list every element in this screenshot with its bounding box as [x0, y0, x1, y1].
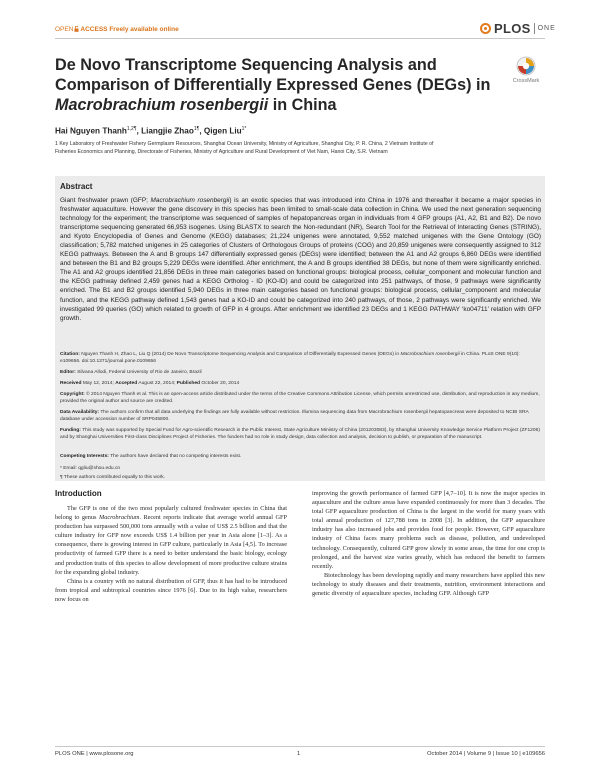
journal-logo	[480, 21, 556, 36]
copyright-label: Copyright:	[60, 392, 85, 397]
editor	[60, 369, 541, 376]
title-line-3-rest: in China	[268, 96, 337, 114]
intro-paragraph-3: Biotechnology has been developing rapidly and many researchers have applied this new technology to study diseases and their treatments, nutrition, environment interactions and genetic diversity of aquaculture species, including GFP. Although GFP	[312, 571, 545, 598]
citation	[60, 351, 541, 365]
intro-paragraph-continued: improving the growth performance of farmed GFP [4,7–10]. It is now the major species in aquaculture and the culture areas have expanded continuously for more than 3 decades. The total GFP aquaculture production of China is the largest in the world for many years with total annual production of 127,788 tons in 2008 [3]. In addition, the GFP aquaculture industry has also increased jobs and provides food for people. However, GFP aquaculture industry of China faces many problems such as disease, pollution, and undeveloped technology. Consequently, cultured GFP grow slowly in some areas, the time for one crop is prolonged, and the harvest size varies greatly, which has reduced the benefit to farmers recently.	[312, 490, 545, 570]
data-availability-text: The authors confirm that all data underlying the findings are fully available without restriction. Illumina sequencing data from Macrobrachium rosenbergii hepatopancreas were deposited to NCBI SRA database under accession number of SRP045800.	[60, 410, 529, 423]
published-date: October 20, 2014	[200, 381, 240, 386]
page-number: 1	[297, 751, 301, 757]
dates	[60, 380, 541, 387]
author-list: Hai Nguyen Thanh$^{1,2\P}$, Liangjie Zhao$^{1\P}$, Qigen Liu$^{1*}$	[55, 126, 247, 136]
funding-text: This study was supported by Special Fund for Agro-scientific Research in the Public Interest, State Agriculture Ministry of China (201203083), by Shanghai University Knowledge Service Platform Project (ZF1206) and by Shanghai Universities First-class Disciplines Project of Fisheries. The funders had no role in study design, data collection and analysis, decision to publish, or preparation of the manuscript.	[60, 428, 540, 441]
crossmark-icon	[516, 56, 536, 76]
published-label: Published	[176, 381, 201, 386]
citation-species: Macrobrachium rosenbergii	[400, 352, 460, 357]
access-label: ACCESS	[80, 26, 108, 33]
received-label: Received	[60, 381, 82, 386]
plos-logo-icon	[480, 23, 491, 34]
funding-label: Funding:	[60, 428, 81, 433]
funding	[60, 427, 541, 441]
competing-interests-label: Competing Interests:	[60, 454, 109, 459]
abstract-heading: Abstract	[60, 182, 93, 191]
abstract-intro: Giant freshwater prawn (GFP;	[60, 197, 151, 204]
unlock-icon	[74, 26, 79, 32]
competing-interests-text: The authors have declared that no competing interests exist.	[108, 454, 242, 459]
header-rule	[55, 38, 545, 39]
intro-p1-rest: . Recent reports indicate that average world annual GFP production has surpassed 500,000 tons annually with a value of US$ 2.5 billion and that the culture industry for GFP now exceeds US$ 1.4 billion per year in Asia alone [1–3]. As a consequence, there is growing interest in GFP culture, particularly in Asia [4,5]. To increase productivity of farmed GFP there is a need to better understand the basic biology, ecology and production traits of this species to allow development of more productive culture strains for the expanding global industry.	[55, 514, 287, 576]
affiliation-line-2: Fisheries Economics and Planning, Directorate of Fisheries, Ministry of Agriculture and Rural Development of Viet Nam, Hanoi City, S.R. Vietnam	[55, 149, 388, 155]
body-column-left	[55, 504, 287, 604]
open-access-label: OPEN	[55, 26, 74, 33]
author-affiliation-mark: 1,2¶	[126, 126, 137, 132]
citation-doi: in China. PLoS ONE 9(10): e109656. doi:10.1371/journal.pone.0109656	[60, 352, 520, 365]
author-name: Qigen Liu	[203, 126, 242, 136]
intro-p1-text: The GFP is one of the two most popularly cultured freshwater species in China that belong to genus	[55, 505, 287, 522]
footer-issue-info: October 2014 | Volume 9 | Issue 10 | e109656	[427, 751, 545, 757]
affiliations	[55, 140, 545, 156]
received-date: May 12, 2014;	[81, 381, 116, 386]
copyright-text: © 2014 Nguyen Thanh et al. This is an open-access article distributed under the terms of the Creative Commons Attribution License, which permits unrestricted use, distribution, and reproduction in any medium, provided the original author and source are credited.	[60, 392, 540, 405]
intro-paragraph-1	[55, 504, 287, 577]
accepted-label: Accepted	[115, 381, 138, 386]
logo-divider	[534, 23, 535, 34]
abstract-species: Macrobrachium rosenbergii	[150, 197, 230, 204]
author-name: Liangjie Zhao	[141, 126, 194, 136]
journal-sub-name: ONE	[537, 25, 556, 32]
corresponding-email[interactable]: * Email: qgliu@shou.edu.cn	[60, 466, 121, 471]
copyright	[60, 391, 541, 405]
editor-label: Editor:	[60, 370, 76, 375]
crossmark-badge[interactable]	[508, 56, 544, 84]
footer-journal-url[interactable]: PLOS ONE | www.plosone.org	[55, 751, 134, 757]
open-access-banner	[55, 26, 179, 33]
journal-name: PLOS	[494, 21, 531, 36]
citation-label: Citation:	[60, 352, 80, 357]
data-availability-label: Data Availability:	[60, 410, 100, 415]
affiliation-line-1: 1 Key Laboratory of Freshwater Fishery Germplasm Resources, Shanghai Ocean University, Ministry of Agriculture, Shanghai City, P. R. China, 2 Vietnam Institute of	[55, 141, 434, 147]
article-title	[55, 55, 495, 115]
abstract-text	[60, 196, 541, 323]
body-column-right	[312, 489, 545, 598]
author-affiliation-mark: 1¶	[193, 126, 200, 132]
abstract-body: ) is an exotic species that was introduced into China in 1976 and thereafter it became a major species in freshwater aquaculture. However the gene discovery in this species has been limited to small-scale data collection in China. We used the next generation sequencing technology for the experiment; the transcriptome was sequenced of samples of hepatopancreas organ in individuals from 4 GFP groups (A1, A2, B1 and B2). De novo transcriptome sequencing generated 66,953 isogenes. Using BLASTX to search the Non-redundant (NR), Search Tool for the Retrieval of Interacting Genes (STRING), and Kyoto Encyclopedia of Genes and Genome (KEGG) databases; 21,224 unigenes were annotated, 9,552 matched unigenes with the Gene Ontology (GO) classification; 5,782 matched unigenes in 25 categories of Clusters of Orthologous Groups of proteins (COG) and 20,859 unigenes were consequently assigned to 312 KEGG pathways. Between the A and B groups 147 differentially expressed genes (DEGs) were identified; between the A1 and A2 groups 6,860 DEGs were identified and between the B1 and B2 groups 5,229 DEGs were identified. After enrichment, the A and B groups identified 38 DEGs, but none of them were significantly enriched. The A1 and A2 groups identified 21,856 DEGs in three main categories based on functional groups: biological process, cellular_component and molecular function and the KEGG pathway defined 2,459 genes had a KEGG Ortholog - ID (KO-ID) and could be categorized into 251 pathways, of those, 9 pathways were significantly enriched. The B1 and B2 groups identified 5,940 DEGs in three main categories based on functional groups: biological process, cellular_component and molecular function, and the KEGG pathway defined 1,543 genes had a KO-ID and could be categorized into 240 pathways, of those, 2 pathways were significantly enriched. We investigated 99 queries (GO) which related to growth of GFP in 4 groups. After enrichment we identified 23 DEGs and 1 KEGG PATHWAY ‘ko04711’ relation with GFP growth.	[60, 197, 541, 322]
competing-interests	[60, 453, 541, 460]
introduction-heading: Introduction	[55, 489, 102, 498]
intro-paragraph-2: China is a country with no natural distribution of GFP, thus it has had to be introduced from tropical and subtropical countries since 1976 [6]. Due to its high value, researchers now focus on	[55, 577, 287, 603]
accepted-date: August 22, 2014;	[137, 381, 177, 386]
author-affiliation-mark: 1*	[241, 126, 247, 132]
title-species: Macrobrachium rosenbergii	[55, 96, 269, 114]
data-availability	[60, 409, 541, 423]
author-name: Hai Nguyen Thanh	[55, 126, 127, 136]
footer-rule	[55, 746, 545, 747]
title-line-2: Comparison of Differentially Expressed Genes (DEGs) in	[55, 76, 491, 94]
editor-text: Silvana Allodi, Federal University of Rio de Janeiro, Brazil	[75, 370, 202, 375]
equal-contribution-note: ¶ These authors contributed equally to this work.	[60, 475, 166, 480]
crossmark-label: CrossMark	[512, 78, 540, 84]
freely-available-label: Freely available online	[109, 26, 179, 33]
title-line-1: De Novo Transcriptome Sequencing Analysis and	[55, 56, 437, 74]
intro-p1-genus: Macrobrachium	[98, 514, 140, 522]
citation-text: Nguyen Thanh H, Zhao L, Liu Q (2014) De Novo Transcriptome Sequencing Analysis and Comparison of Differentially Expressed Genes (DEGs) in	[79, 352, 401, 357]
